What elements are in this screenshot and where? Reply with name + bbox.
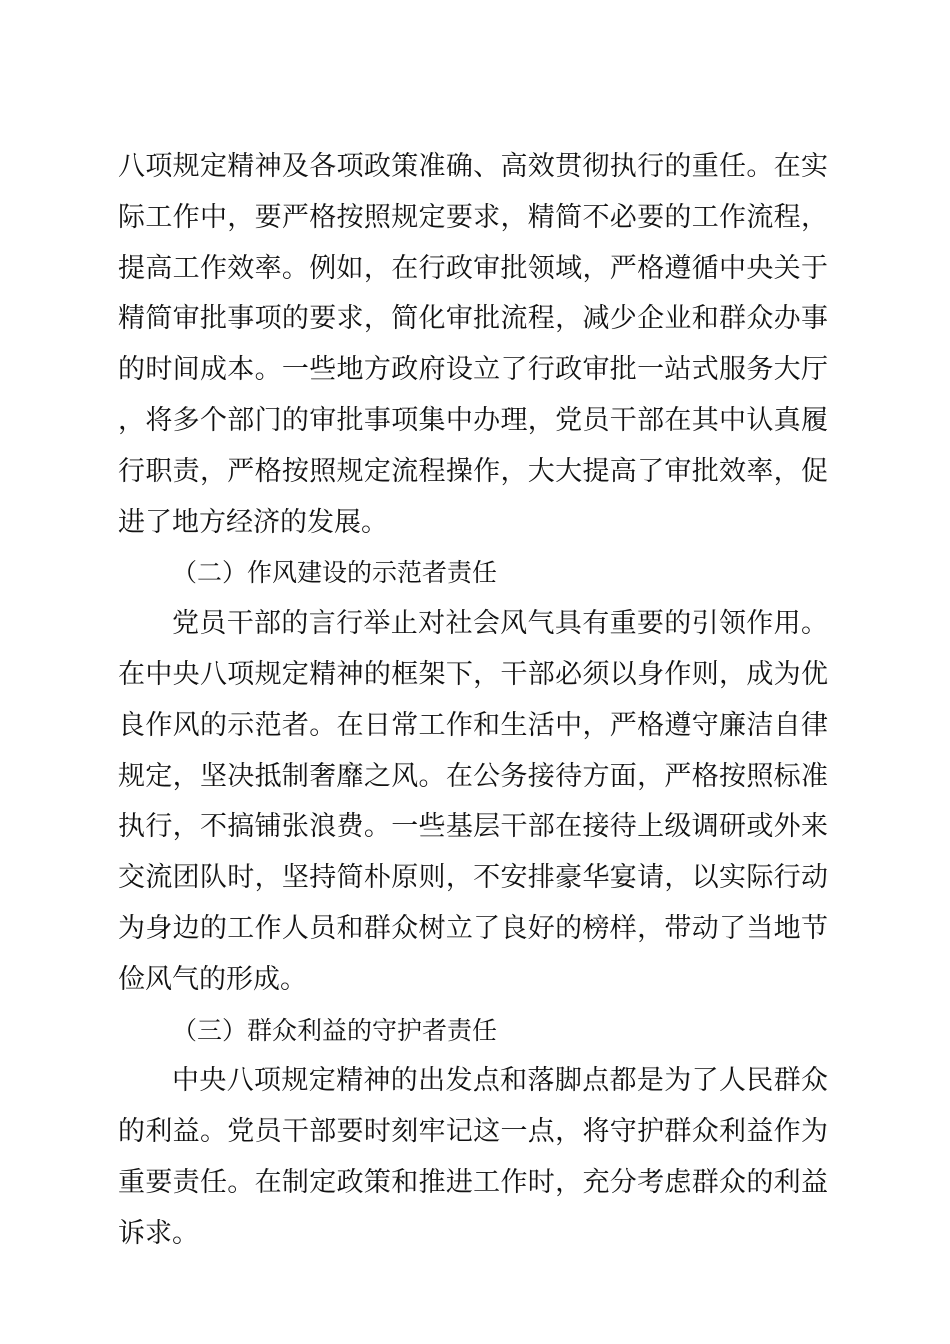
document-body	[118, 142, 828, 1260]
section-heading-3: （三）群众利益的守护者责任	[172, 1015, 498, 1045]
paragraph-section-3: 中央八项规定精神的出发点和落脚点都是为了人民群众的利益。党员干部要时刻牢记这一点，将守护群众利益作为重要责任。在制定政策和推进工作时，充分考虑群众的利益诉求。	[118, 1065, 828, 1249]
section-heading-2: （二）作风建设的示范者责任	[172, 558, 498, 588]
paragraph-section-2: 党员干部的言行举止对社会风气具有重要的引领作用。在中央八项规定精神的框架下，干部必须以身作则，成为优良作风的示范者。在日常工作和生活中，严格遵守廉洁自律规定，坚决抵制奢靡之风。在公务接待方面，严格按照标准执行，不搞铺张浪费。一些基层干部在接待上级调研或外来交流团队时，坚持简朴原则，不安排豪华宴请，以实际行动为身边的工作人员和群众树立了良好的榜样，带动了当地节俭风气的形成。	[118, 608, 828, 995]
paragraph-continuation: 八项规定精神及各项政策准确、高效贯彻执行的重任。在实际工作中，要严格按照规定要求，精简不必要的工作流程，提高工作效率。例如，在行政审批领域，严格遵循中央关于精简审批事项的要求，简化审批流程，减少企业和群众办事的时间成本。一些地方政府设立了行政审批一站式服务大厅，将多个部门的审批事项集中办理，党员干部在其中认真履行职责，严格按照规定流程操作，大大提高了审批效率，促进了地方经济的发展。	[118, 151, 828, 538]
